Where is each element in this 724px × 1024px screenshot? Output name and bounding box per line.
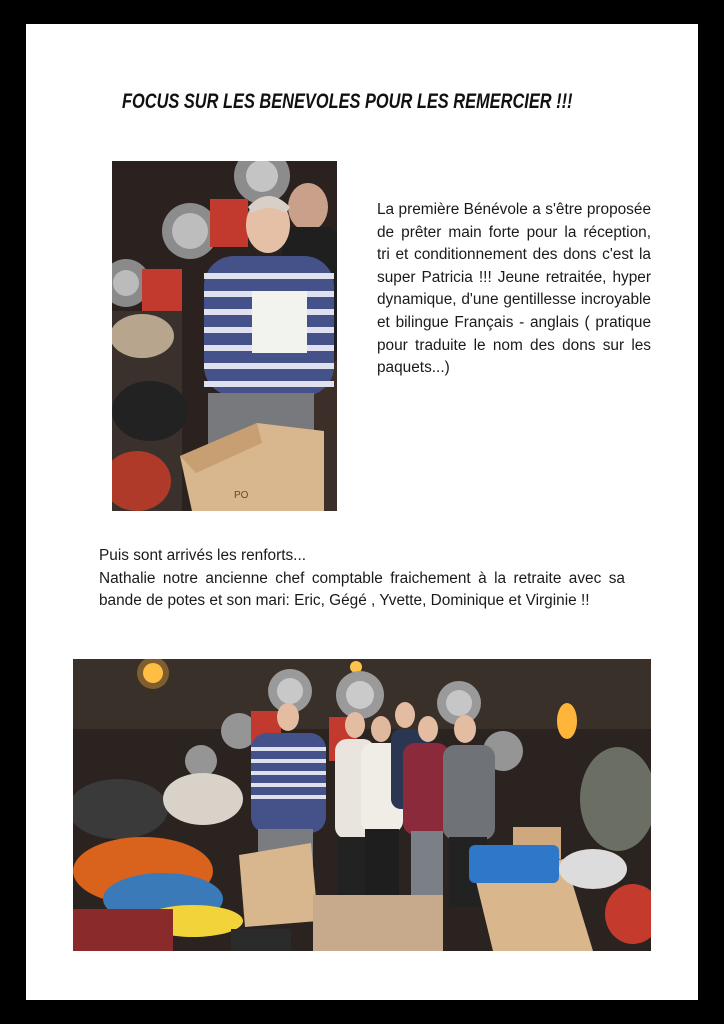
paragraph-renforts-intro: Puis sont arrivés les renforts...: [99, 547, 306, 564]
box-marking: PO: [234, 490, 249, 501]
patricia-photo: [112, 161, 337, 511]
page-title: FOCUS SUR LES BENEVOLES POUR LES REMERCIER !!!: [122, 90, 573, 113]
paragraph-renforts-body: Nathalie notre ancienne chef comptable fraichement à la retraite avec sa bande de potes et son mari: Eric, Gégé , Yvette, Dominique et Virginie !!: [99, 569, 625, 610]
paragraph-patricia: La première Bénévole a s'être proposée de prêter main forte pour la réception, tri et conditionnement des dons c'est la super Patricia !!! Jeune retraitée, hyper dynamique, d'une gentillesse incroyable et bilingue Français - anglais ( pratique pour traduite le nom des dons sur les paquets...): [377, 201, 651, 377]
document-page: [26, 24, 698, 1000]
group-photo: [73, 659, 651, 951]
paragraph-renforts: [99, 545, 625, 613]
